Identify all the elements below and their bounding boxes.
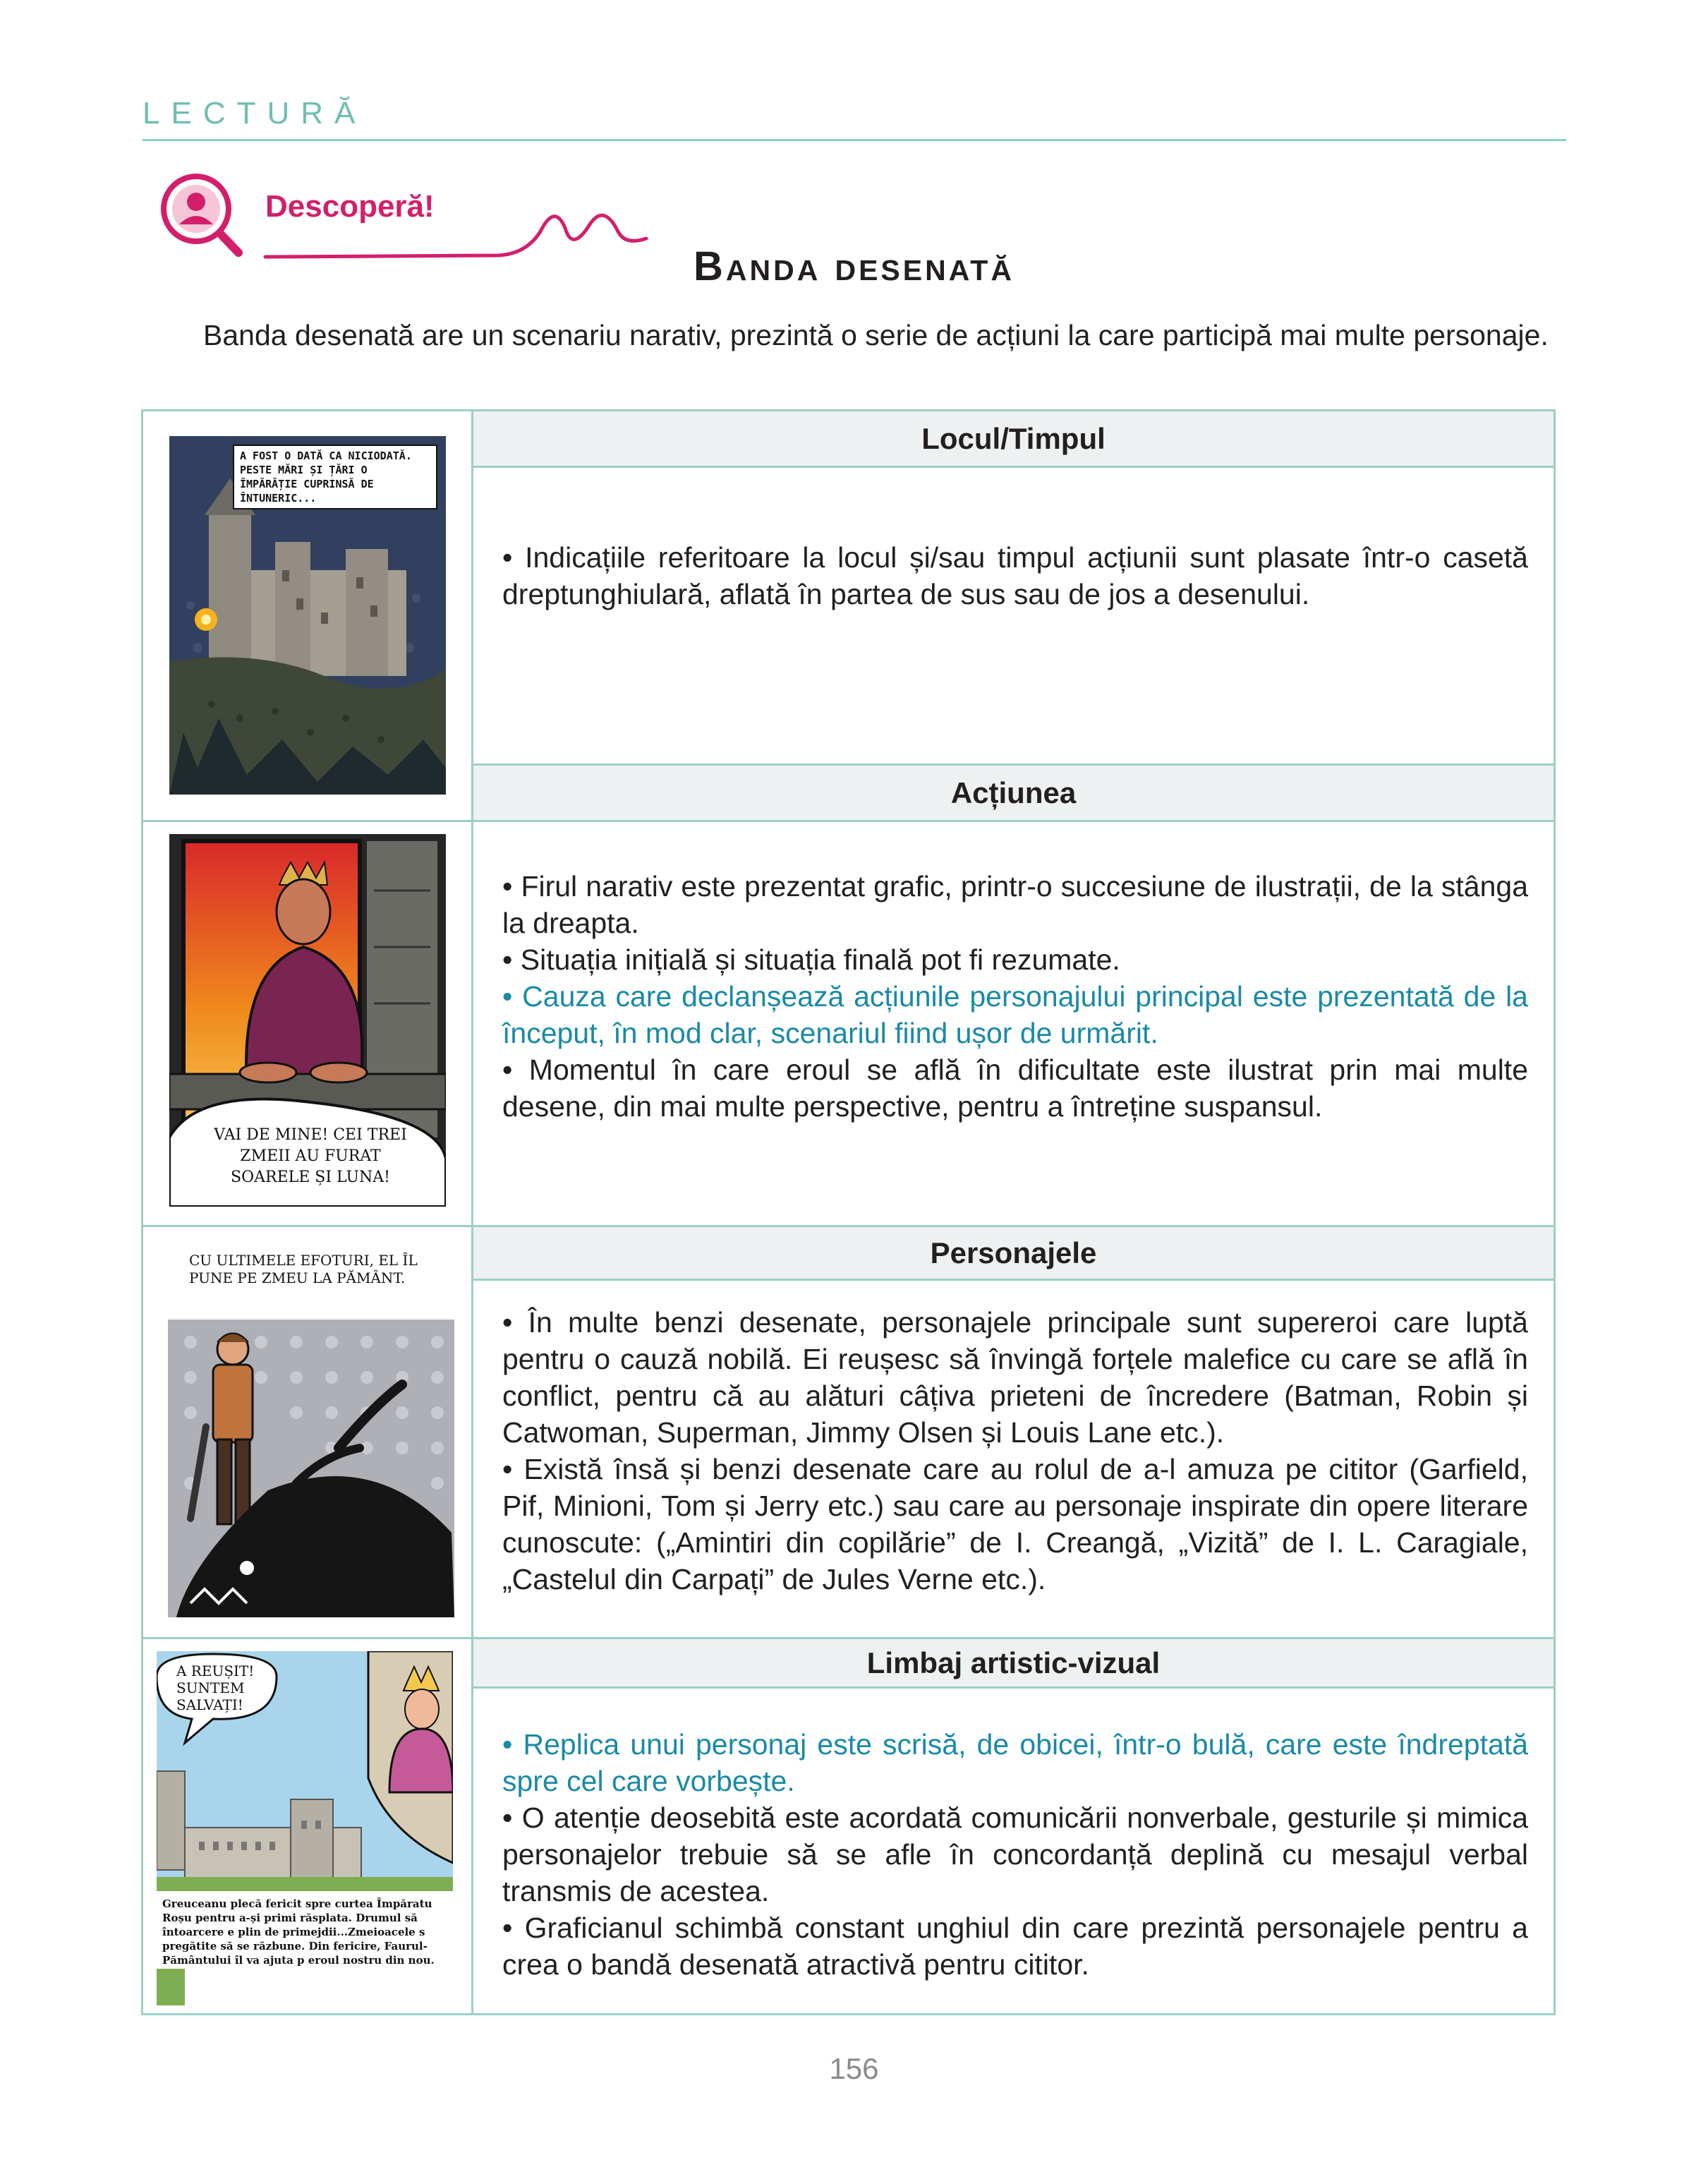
bullet-item: • Firul narativ este prezentat grafic, printr-o succesiune de ilustrații, de la stânga la dreapta.	[502, 870, 1528, 939]
bullet-item: • Graficianul schimbă constant unghiul din care prezintă personajele pentru a crea o bandă desenată atractivă pentru cititor.	[502, 1912, 1528, 1981]
bullet-item: • O atenție deosebită este acordată comunicării nonverbale, gesturile și mimica personajelor trebuie să se afle în concordanță deplină cu mesajul verbal transmis de acestea.	[502, 1801, 1528, 1907]
table-border-middle	[471, 409, 473, 2015]
bullet-item: • Momentul în care eroul se află în dificultate este ilustrat prin mai multe desene, din mai multe perspective, pentru a întreține suspansul.	[502, 1054, 1528, 1123]
panel-caption-box: A FOST O DATĂ CA NICIODATĂ. PESTE MĂRI ȘI ȚĂRI O ÎMPĂRĂȚIE CUPRINSĂ DE ÎNTUNERIC...	[233, 445, 437, 509]
row-divider-1	[141, 820, 1556, 822]
panel-footer-caption: Greuceanu plecă fericit spre curtea Împăratu Roșu pentru a-și primi răsplata. Drumul să întoarcere e plin de primejdii...Zmeioacele s pregătite să se răzbune. Din fericire, Faurul-Pământului îl va ajuta p eroul nostru din nou.	[162, 1897, 435, 1967]
page-title: Banda desenată	[694, 243, 1014, 289]
page-number: 156	[829, 2052, 879, 2085]
bullet-item: • Situația inițială și situația finală pot fi rezumate.	[502, 943, 1120, 976]
speech-bubble-text: VAI DE MINE! CEI TREI ZMEII AU FURAT SOARELE ȘI LUNA!	[214, 1126, 407, 1186]
comic-panel-hero	[162, 1236, 454, 1617]
intro-paragraph: Banda desenată are un scenariu narativ, prezintă o serie de acțiuni la care participă mai multe personaje.	[203, 319, 1549, 351]
row-body-place-time	[502, 539, 1528, 612]
bullet-item: • În multe benzi desenate, personajele principale sunt supereroi care luptă pentru o cauză nobilă. Ei reușesc să învingă forțele malefice cu care se află în conflict, pentru că au alături câțiva prieteni de încredere (Batman, Robin și Catwoman, Superman, Jimmy Olsen și Louis Lane etc.).	[502, 1306, 1528, 1449]
speech-bubble-text: A REUȘIT! SUNTEM SALVAȚI!	[176, 1662, 255, 1713]
bullet-item: • Indicațiile referitoare la locul și/sau timpul acțiunii sunt plasate într-o casetă dreptunghiulară, aflată în partea de sus sau de jos a desenului.	[502, 541, 1528, 610]
row-heading-action: Acțiunea	[473, 766, 1553, 820]
header-divider	[143, 139, 1566, 141]
row-body-characters	[502, 1304, 1528, 1598]
table-border-left	[141, 409, 143, 2015]
row-body-visual-language	[502, 1726, 1528, 1983]
bullet-item-highlighted: • Cauza care declanșează acțiunile personajului principal este prezentată de la început, în mod clar, scenariul fiind ușor de urmărit.	[502, 980, 1528, 1049]
discover-label: Descoperă!	[265, 189, 435, 224]
comic-panel-king	[169, 834, 446, 1207]
comic-panel-castle	[169, 436, 446, 795]
hero-dragon-illustration	[162, 1236, 454, 1617]
bullet-item: • Există însă și benzi desenate care au rolul de a-l amuza pe cititor (Garfield, Pif, Minioni, Tom și Jerry etc.) sau care au personaje inspirate din opere literare cunoscute: („Amintiri din copilărie” de I. Creangă, „Vizită” de I. L. Caragiale, „Castelul din Carpați” de Jules Verne etc.).	[502, 1453, 1528, 1595]
comic-panel-saved	[157, 1651, 453, 2005]
panel-caption-text: CU ULTIMELE EFOTURI, EL ÎL PUNE PE ZMEU LA PĂMÂNT.	[189, 1252, 418, 1286]
row-heading-visual-language: Limbaj artistic-vizual	[473, 1639, 1553, 1686]
bullet-item-highlighted: • Replica unui personaj este scrisă, de obicei, într-o bulă, care este îndreptată spre cel care vorbește.	[502, 1728, 1528, 1797]
row-body-action	[502, 868, 1528, 1125]
row3-header-bottom	[471, 1279, 1556, 1281]
table-border-bottom	[141, 2013, 1556, 2015]
row1-header-bottom	[471, 466, 1556, 468]
table-border-right	[1553, 409, 1556, 2015]
row4-header-bottom	[471, 1686, 1556, 1689]
row-heading-characters: Personajele	[473, 1227, 1553, 1279]
section-label: LECTURĂ	[143, 96, 367, 131]
row-heading-place-time: Locul/Timpul	[473, 411, 1553, 466]
